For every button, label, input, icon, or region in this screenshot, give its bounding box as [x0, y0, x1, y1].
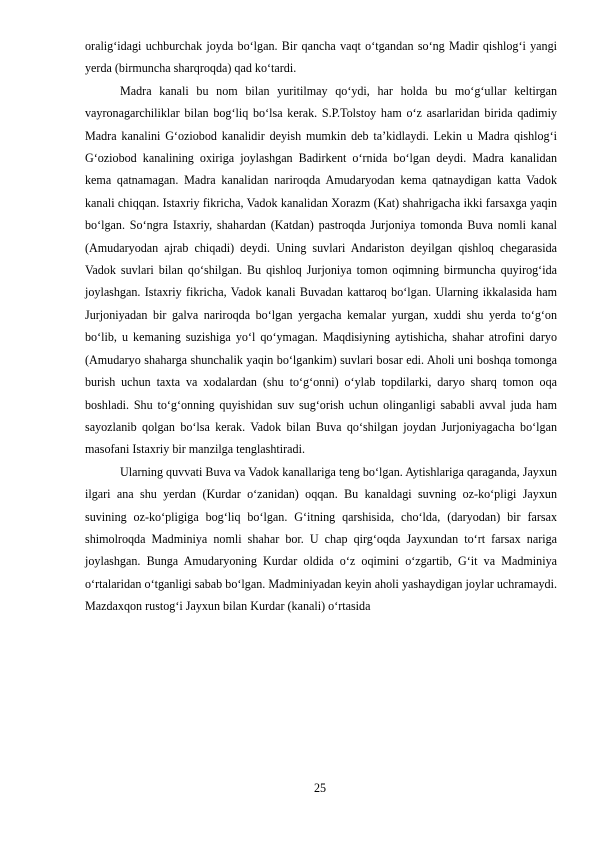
- page-number: 25: [313, 781, 327, 795]
- body-text: [85, 35, 557, 618]
- paragraph-1: oralig‘idagi uchburchak joyda bo‘lgan. Bir qancha vaqt o‘tgandan so‘ng Madir qishlog‘i yangi yerda (birmuncha sharqroqda) qad ko‘tardi.: [85, 39, 557, 76]
- paragraph-3: Ularning quvvati Buva va Vadok kanallariga teng bo‘lgan. Aytishlariga qaraganda, Jayxun ilgari ana shu yerdan (Kurdar o‘zanidan) oqqan. Bu kanaldagi suvning oz-ko‘pligi Jayxun suvining oz-ko‘pligiga bog‘liq bo‘lgan. G‘itning qarshisida, cho‘lda, (daryodan) bir farsax shimolroqda Madminiya nomli shahar bor. U chap qirg‘oqda Jayxundan to‘rt farsax nariga joylashgan. Bunga Amudaryoning Kurdar oldida o‘z oqimini o‘zgartib, G‘it va Madminiya o‘rtalaridan o‘tganligi sabab bo‘lgan. Madminiyadan keyin aholi yashaydigan joylar uchramaydi. Mazdaxqon rustog‘i Jayxun bilan Kurdar (kanali) o‘rtasida: [85, 464, 557, 614]
- paragraph-2: Madra kanali bu nom bilan yuritilmay qo‘ydi, har holda bu mo‘g‘ullar keltirgan vayronagarchiliklar bilan bog‘liq bo‘lsa kerak. S.P.Tolstoy ham o‘z asarlaridan birida qadimiy Madra kanalini G‘oziobod kanalidir deyish mumkin deb ta’kidlaydi. Lekin u Madra qishlog‘i G‘oziobod kanalining oxiriga joylashgan Badirkent o‘rnida bo‘lgan deydi. Madra kanalidan kema qatnamagan. Madra kanalidan nariroqda Amudaryodan kema qatnaydigan katta Vadok kanali chiqqan. Istaxriy fikricha, Vadok kanalidan Xorazm (Kat) shahrigacha ikki farsaxga yaqin bo‘lgan. So‘ngra Istaxriy, shahardan (Katdan) pastroqda Jurjoniya tomonda Buva nomli kanal (Amudaryodan ajrab chiqadi) deydi. Uning suvlari Andariston deyilgan qishloq chegarasida Vadok suvlari bilan qo‘shilgan. Bu qishloq Jurjoniya tomon oqimning birmuncha quyirog‘ida joylashgan. Istaxriy fikricha, Vadok kanali Buvadan kattaroq bo‘lgan. Ularning ikkalasida ham Jurjoniyadan bir galva nariroqda bo‘lgan yergacha kemalar yurgan, xuddi shu yerda to‘g‘on bo‘lib, u kemaning suzishiga yo‘l qo‘ymagan. Maqdisiyning aytishicha, shahar atrofini daryo (Amudaryo shaharga shunchalik yaqin bo‘lgankim) suvlari bosar edi. Aholi uni boshqa tomonga burish uchun taxta va xodalardan (shu to‘g‘onni) o‘ylab topdilarki, daryo sharq tomon oqa boshladi. Shu to‘g‘onning quyishidan suv sug‘orish uchun olinganligi sababli avval juda ham sayozlanib qolgan bo‘lsa kerak. Vadok bilan Buva qo‘shilgan joydan Jurjoniyagacha bo‘lgan masofani Istaxriy bir manzilga tenglashtiradi.: [85, 83, 557, 457]
